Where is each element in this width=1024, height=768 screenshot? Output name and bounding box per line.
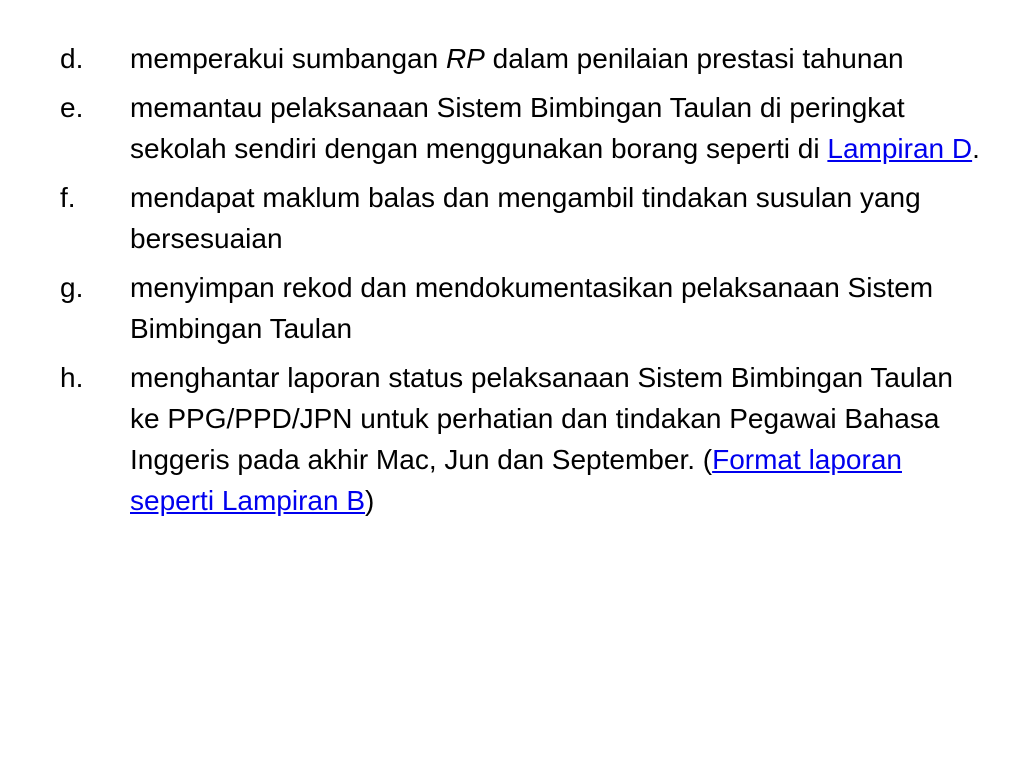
- bullet-list: [60, 38, 980, 529]
- list-item-text: [130, 38, 980, 79]
- list-marker: f.: [60, 182, 76, 213]
- lampiran-b-link[interactable]: Format laporan seperti Lampiran B: [130, 444, 902, 516]
- list-item-text: menyimpan rekod dan mendokumentasikan pelaksanaan Sistem Bimbingan Taulan: [130, 272, 934, 344]
- italic-text: RP: [445, 43, 485, 74]
- list-item-text: mendapat maklum balas dan mengambil tindakan susulan yang bersesuaian: [130, 182, 921, 254]
- list-marker: d.: [60, 43, 84, 74]
- text-segment: dalam penilaian prestasi tahunan: [484, 43, 904, 74]
- list-marker: g.: [60, 272, 84, 303]
- text-segment: memantau pelaksanaan Sistem Bimbingan Taulan di peringkat sekolah sendiri dengan menggunakan borang seperti di: [130, 92, 905, 164]
- list-item-g: [60, 267, 980, 349]
- list-item-e: [60, 87, 980, 169]
- list-item-text: [130, 87, 980, 169]
- list-item-text: [130, 357, 980, 521]
- text-segment: memperakui sumbangan: [130, 43, 446, 74]
- list-marker: h.: [60, 362, 84, 393]
- text-segment: .: [972, 133, 980, 164]
- list-item-d: [60, 38, 980, 79]
- list-marker: e.: [60, 92, 84, 123]
- text-segment: menghantar laporan status pelaksanaan Sistem Bimbingan Taulan ke PPG/PPD/JPN untuk perhatian dan tindakan Pegawai Bahasa Inggeris pada akhir Mac, Jun dan September. (: [130, 362, 953, 475]
- text-segment: ): [365, 485, 375, 516]
- lampiran-d-link[interactable]: Lampiran D: [827, 133, 973, 164]
- list-item-f: [60, 177, 980, 259]
- list-item-h: [60, 357, 980, 521]
